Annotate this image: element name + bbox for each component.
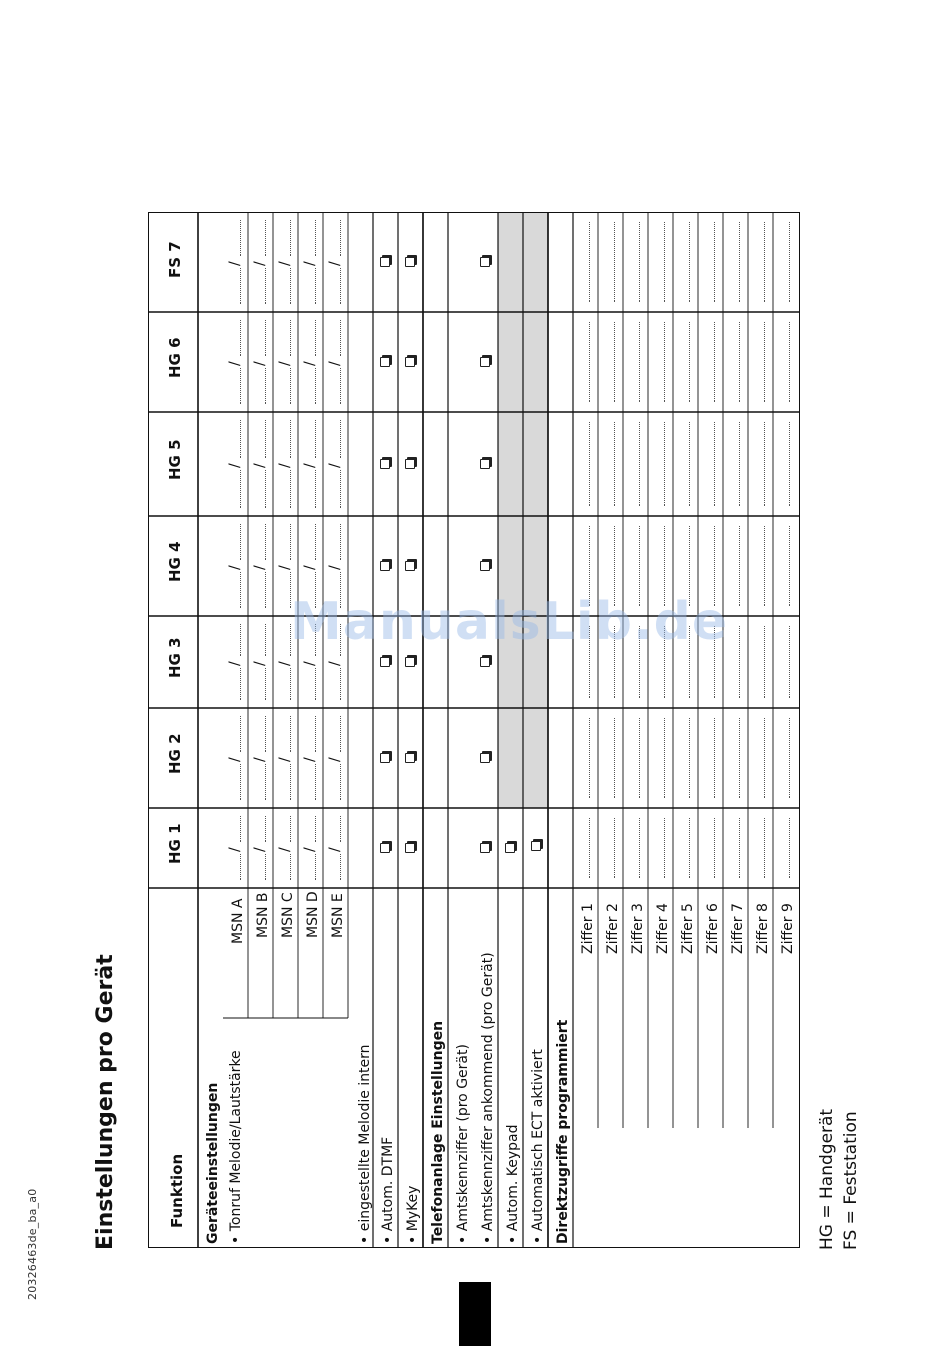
fill-in-blank[interactable] xyxy=(290,368,291,404)
fill-in-blank[interactable] xyxy=(789,222,790,302)
fill-in-blank[interactable] xyxy=(614,718,615,798)
slash-separator: / xyxy=(327,261,343,266)
row-label-dtmf: • Autom. DTMF xyxy=(380,1136,396,1244)
fill-in-blank[interactable] xyxy=(589,422,590,506)
fill-in-blank[interactable] xyxy=(315,816,316,842)
row-label-ziffer: Ziffer 4 xyxy=(655,903,671,954)
slash-separator: / xyxy=(302,757,318,762)
slash-separator: / xyxy=(277,847,293,852)
fill-in-blank[interactable] xyxy=(240,716,241,752)
fill-in-blank[interactable] xyxy=(315,524,316,560)
slash-separator: / xyxy=(227,361,243,366)
fill-in-blank[interactable] xyxy=(290,524,291,560)
fill-in-blank[interactable] xyxy=(614,322,615,402)
fill-in-blank[interactable] xyxy=(315,470,316,508)
fill-in-blank[interactable] xyxy=(664,322,665,402)
fill-in-blank[interactable] xyxy=(789,422,790,506)
slash-separator: / xyxy=(252,261,268,266)
slash-separator: / xyxy=(327,757,343,762)
fill-in-blank[interactable] xyxy=(739,422,740,506)
fill-in-blank[interactable] xyxy=(340,572,341,608)
fill-in-blank[interactable] xyxy=(639,626,640,698)
fill-in-blank[interactable] xyxy=(315,624,316,656)
row-label-ziffer: Ziffer 3 xyxy=(630,903,646,954)
checkbox-icon[interactable] xyxy=(380,657,390,667)
fill-in-blank[interactable] xyxy=(714,626,715,698)
checkbox-icon[interactable] xyxy=(405,753,415,763)
fill-in-blank[interactable] xyxy=(340,320,341,356)
row-label-tonruf: • Tonruf Melodie/Lautstärke xyxy=(228,1050,244,1244)
checkbox-icon[interactable] xyxy=(480,657,490,667)
fill-in-blank[interactable] xyxy=(340,268,341,304)
fill-in-blank[interactable] xyxy=(689,322,690,402)
fill-in-blank[interactable] xyxy=(315,668,316,700)
page-title: Einstellungen pro Gerät xyxy=(93,954,118,1250)
checkbox-icon[interactable] xyxy=(405,459,415,469)
fill-in-blank[interactable] xyxy=(764,626,765,698)
fill-in-blank[interactable] xyxy=(714,222,715,302)
fill-in-blank[interactable] xyxy=(739,526,740,606)
fill-in-blank[interactable] xyxy=(240,854,241,880)
legend-hg: HG = Handgerät xyxy=(817,1108,837,1250)
fill-in-blank[interactable] xyxy=(589,222,590,302)
fill-in-blank[interactable] xyxy=(240,320,241,356)
fill-in-blank[interactable] xyxy=(764,526,765,606)
slash-separator: / xyxy=(252,565,268,570)
slash-separator: / xyxy=(252,361,268,366)
fill-in-blank[interactable] xyxy=(265,470,266,508)
column-header: HG 5 xyxy=(166,439,184,480)
table-grid xyxy=(148,212,800,1248)
fill-in-blank[interactable] xyxy=(639,526,640,606)
fill-in-blank[interactable] xyxy=(764,818,765,878)
fill-in-blank[interactable] xyxy=(614,526,615,606)
slash-separator: / xyxy=(252,757,268,762)
fill-in-blank[interactable] xyxy=(265,268,266,304)
fill-in-blank[interactable] xyxy=(290,668,291,700)
fill-in-blank[interactable] xyxy=(664,222,665,302)
slash-separator: / xyxy=(227,757,243,762)
checkbox-icon[interactable] xyxy=(405,257,415,267)
slash-separator: / xyxy=(252,847,268,852)
column-header: HG 2 xyxy=(166,733,184,774)
row-label-msn: MSN A xyxy=(230,898,246,944)
row-label-melodie: • eingestellte Melodie intern xyxy=(357,1044,373,1244)
checkbox-icon[interactable] xyxy=(480,753,490,763)
checkbox-icon[interactable] xyxy=(480,561,490,571)
fill-in-blank[interactable] xyxy=(265,524,266,560)
fill-in-blank[interactable] xyxy=(664,626,665,698)
fill-in-blank[interactable] xyxy=(265,220,266,256)
fill-in-blank[interactable] xyxy=(265,854,266,880)
fill-in-blank[interactable] xyxy=(290,764,291,800)
fill-in-blank[interactable] xyxy=(614,422,615,506)
fill-in-blank[interactable] xyxy=(240,572,241,608)
row-label-mykey: • MyKey xyxy=(405,1185,421,1244)
fill-in-blank[interactable] xyxy=(614,818,615,878)
slash-separator: / xyxy=(227,661,243,666)
fill-in-blank[interactable] xyxy=(689,626,690,698)
fill-in-blank[interactable] xyxy=(714,526,715,606)
fill-in-blank[interactable] xyxy=(789,718,790,798)
fill-in-blank[interactable] xyxy=(315,854,316,880)
section-telefonanlage: Telefonanlage Einstellungen xyxy=(430,1020,446,1244)
row-label-ziffer: Ziffer 7 xyxy=(730,903,746,954)
fill-in-blank[interactable] xyxy=(639,818,640,878)
fill-in-blank[interactable] xyxy=(315,368,316,404)
fill-in-blank[interactable] xyxy=(315,320,316,356)
fill-in-blank[interactable] xyxy=(240,668,241,700)
section-geraeteeinstellungen: Geräteeinstellungen xyxy=(205,1082,221,1244)
row-label-keypad: • Autom. Keypad xyxy=(505,1124,521,1244)
fill-in-blank[interactable] xyxy=(340,764,341,800)
column-header: HG 1 xyxy=(166,823,184,864)
fill-in-blank[interactable] xyxy=(639,322,640,402)
fill-in-blank[interactable] xyxy=(340,624,341,656)
slash-separator: / xyxy=(227,261,243,266)
fill-in-blank[interactable] xyxy=(689,526,690,606)
column-header: FS 7 xyxy=(166,241,184,278)
settings-table xyxy=(148,212,800,1248)
checkbox-icon[interactable] xyxy=(480,459,490,469)
fill-in-blank[interactable] xyxy=(240,268,241,304)
fill-in-blank[interactable] xyxy=(789,322,790,402)
fill-in-blank[interactable] xyxy=(290,420,291,458)
checkbox-icon[interactable] xyxy=(380,257,390,267)
fill-in-blank[interactable] xyxy=(315,764,316,800)
slash-separator: / xyxy=(302,361,318,366)
fill-in-blank[interactable] xyxy=(340,470,341,508)
fill-in-blank[interactable] xyxy=(340,220,341,256)
fill-in-blank[interactable] xyxy=(664,526,665,606)
fill-in-blank[interactable] xyxy=(639,718,640,798)
fill-in-blank[interactable] xyxy=(664,718,665,798)
fill-in-blank[interactable] xyxy=(240,624,241,656)
fill-in-blank[interactable] xyxy=(714,322,715,402)
fill-in-blank[interactable] xyxy=(290,854,291,880)
slash-separator: / xyxy=(302,661,318,666)
slash-separator: / xyxy=(277,463,293,468)
fill-in-blank[interactable] xyxy=(240,524,241,560)
fill-in-blank[interactable] xyxy=(315,220,316,256)
legend xyxy=(815,1109,863,1250)
row-label-msn: MSN E xyxy=(330,893,346,938)
fill-in-blank[interactable] xyxy=(315,572,316,608)
fill-in-blank[interactable] xyxy=(240,220,241,256)
fill-in-blank[interactable] xyxy=(340,668,341,700)
column-header: HG 6 xyxy=(166,337,184,378)
fill-in-blank[interactable] xyxy=(614,626,615,698)
fill-in-blank[interactable] xyxy=(265,716,266,752)
fill-in-blank[interactable] xyxy=(714,818,715,878)
fill-in-blank[interactable] xyxy=(689,422,690,506)
checkbox-icon[interactable] xyxy=(380,753,390,763)
checkbox-icon[interactable] xyxy=(505,843,515,853)
fill-in-blank[interactable] xyxy=(789,526,790,606)
row-label-msn: MSN D xyxy=(305,891,321,938)
slash-separator: / xyxy=(302,847,318,852)
slash-separator: / xyxy=(227,463,243,468)
fill-in-blank[interactable] xyxy=(265,368,266,404)
section-direktzugriffe: Direktzugriffe programmiert xyxy=(555,1019,571,1244)
fill-in-blank[interactable] xyxy=(340,524,341,560)
slash-separator: / xyxy=(327,661,343,666)
slash-separator: / xyxy=(277,661,293,666)
fill-in-blank[interactable] xyxy=(764,322,765,402)
fill-in-blank[interactable] xyxy=(739,222,740,302)
slash-separator: / xyxy=(327,847,343,852)
fill-in-blank[interactable] xyxy=(764,422,765,506)
fill-in-blank[interactable] xyxy=(240,470,241,508)
checkbox-icon[interactable] xyxy=(380,459,390,469)
column-header: HG 3 xyxy=(166,637,184,678)
row-label-amts-ank: • Amtskennziffer ankommend (pro Gerät) xyxy=(480,952,496,1244)
fill-in-blank[interactable] xyxy=(739,322,740,402)
fill-in-blank[interactable] xyxy=(789,818,790,878)
fill-in-blank[interactable] xyxy=(639,222,640,302)
fill-in-blank[interactable] xyxy=(589,322,590,402)
page-tab-marker xyxy=(459,1282,491,1346)
slash-separator: / xyxy=(277,757,293,762)
checkbox-icon[interactable] xyxy=(380,357,390,367)
fill-in-blank[interactable] xyxy=(789,626,790,698)
fill-in-blank[interactable] xyxy=(714,718,715,798)
slash-separator: / xyxy=(277,361,293,366)
checkbox-icon[interactable] xyxy=(480,843,490,853)
fill-in-blank[interactable] xyxy=(265,572,266,608)
checkbox-icon[interactable] xyxy=(405,561,415,571)
fill-in-blank[interactable] xyxy=(739,626,740,698)
checkbox-icon[interactable] xyxy=(531,841,541,851)
slash-separator: / xyxy=(327,463,343,468)
fill-in-blank[interactable] xyxy=(290,268,291,304)
slash-separator: / xyxy=(302,463,318,468)
fill-in-blank[interactable] xyxy=(639,422,640,506)
fill-in-blank[interactable] xyxy=(265,320,266,356)
fill-in-blank[interactable] xyxy=(290,572,291,608)
fill-in-blank[interactable] xyxy=(614,222,615,302)
slash-separator: / xyxy=(277,565,293,570)
fill-in-blank[interactable] xyxy=(664,422,665,506)
fill-in-blank[interactable] xyxy=(589,626,590,698)
slash-separator: / xyxy=(327,565,343,570)
column-header-funktion: Funktion xyxy=(168,1153,186,1228)
column-header: HG 4 xyxy=(166,541,184,582)
fill-in-blank[interactable] xyxy=(265,668,266,700)
fill-in-blank[interactable] xyxy=(764,718,765,798)
fill-in-blank[interactable] xyxy=(739,718,740,798)
slash-separator: / xyxy=(227,565,243,570)
fill-in-blank[interactable] xyxy=(340,368,341,404)
fill-in-blank[interactable] xyxy=(290,816,291,842)
slash-separator: / xyxy=(302,565,318,570)
checkbox-icon[interactable] xyxy=(380,561,390,571)
checkbox-icon[interactable] xyxy=(380,843,390,853)
fill-in-blank[interactable] xyxy=(689,718,690,798)
fill-in-blank[interactable] xyxy=(290,624,291,656)
fill-in-blank[interactable] xyxy=(240,420,241,458)
row-label-ziffer: Ziffer 9 xyxy=(780,903,796,954)
fill-in-blank[interactable] xyxy=(240,368,241,404)
fill-in-blank[interactable] xyxy=(290,716,291,752)
checkbox-icon[interactable] xyxy=(405,843,415,853)
slash-separator: / xyxy=(252,661,268,666)
checkbox-icon[interactable] xyxy=(480,257,490,267)
fill-in-blank[interactable] xyxy=(265,420,266,458)
row-label-ect: • Automatisch ECT aktiviert xyxy=(530,1049,546,1244)
fill-in-blank[interactable] xyxy=(240,816,241,842)
row-label-ziffer: Ziffer 2 xyxy=(605,903,621,954)
fill-in-blank[interactable] xyxy=(340,854,341,880)
fill-in-blank[interactable] xyxy=(664,818,665,878)
fill-in-blank[interactable] xyxy=(340,816,341,842)
fill-in-blank[interactable] xyxy=(589,526,590,606)
fill-in-blank[interactable] xyxy=(689,222,690,302)
slash-separator: / xyxy=(327,361,343,366)
slash-separator: / xyxy=(277,261,293,266)
row-label-ziffer: Ziffer 1 xyxy=(580,903,596,954)
fill-in-blank[interactable] xyxy=(340,420,341,458)
fill-in-blank[interactable] xyxy=(340,716,341,752)
row-label-msn: MSN C xyxy=(280,892,296,938)
checkbox-icon[interactable] xyxy=(405,657,415,667)
watermark: ManualsLib.de xyxy=(290,592,729,652)
fill-in-blank[interactable] xyxy=(265,764,266,800)
fill-in-blank[interactable] xyxy=(265,624,266,656)
checkbox-icon[interactable] xyxy=(405,357,415,367)
fill-in-blank[interactable] xyxy=(714,422,715,506)
fill-in-blank[interactable] xyxy=(290,320,291,356)
legend-fs: FS = Feststation xyxy=(841,1111,861,1250)
fill-in-blank[interactable] xyxy=(739,818,740,878)
fill-in-blank[interactable] xyxy=(589,818,590,878)
fill-in-blank[interactable] xyxy=(315,716,316,752)
row-label-amts-pro: • Amtskennziffer (pro Gerät) xyxy=(455,1044,471,1244)
fill-in-blank[interactable] xyxy=(265,816,266,842)
fill-in-blank[interactable] xyxy=(290,470,291,508)
fill-in-blank[interactable] xyxy=(764,222,765,302)
row-label-msn: MSN B xyxy=(255,892,271,938)
checkbox-icon[interactable] xyxy=(480,357,490,367)
fill-in-blank[interactable] xyxy=(589,718,590,798)
fill-in-blank[interactable] xyxy=(290,220,291,256)
slash-separator: / xyxy=(227,847,243,852)
fill-in-blank[interactable] xyxy=(315,420,316,458)
slash-separator: / xyxy=(302,261,318,266)
fill-in-blank[interactable] xyxy=(689,818,690,878)
fill-in-blank[interactable] xyxy=(240,764,241,800)
row-label-ziffer: Ziffer 5 xyxy=(680,903,696,954)
slash-separator: / xyxy=(252,463,268,468)
document-id: 20326463de_ba_a0 xyxy=(26,1188,39,1300)
fill-in-blank[interactable] xyxy=(315,268,316,304)
row-label-ziffer: Ziffer 8 xyxy=(755,903,771,954)
row-label-ziffer: Ziffer 6 xyxy=(705,903,721,954)
